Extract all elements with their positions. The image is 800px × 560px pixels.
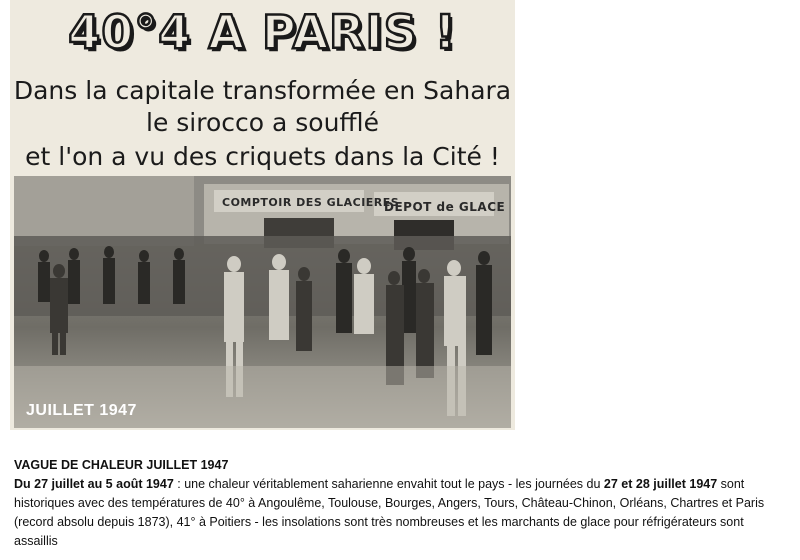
- subheadline-line-2: le sirocco a soufflé: [146, 108, 379, 137]
- article-caption: [14, 456, 784, 551]
- subheadline-line-1: Dans la capitale transformée en Sahara: [13, 76, 512, 105]
- photo-date-overlay: JUILLET 1947: [26, 402, 137, 419]
- glacieres-sign: COMPTOIR DES GLACIERES: [222, 196, 400, 209]
- caption-highlight-dates: 27 et 28 juillet 1947: [603, 477, 718, 491]
- depot-de-glace-sign: DEPOT de GLACE: [384, 200, 506, 214]
- caption-text-1: : une chaleur véritablement saharienne envahit tout le pays - les journées du: [173, 477, 604, 491]
- crowd-photo: [14, 176, 511, 428]
- headline: 40°4 A PARIS !: [68, 5, 457, 59]
- subheadline-line-3: et l'on a vu des criquets dans la Cité !: [25, 142, 500, 171]
- caption-date-range: Du 27 juillet au 5 août 1947: [14, 477, 174, 491]
- caption-title: VAGUE DE CHALEUR JUILLET 1947: [14, 458, 229, 472]
- newspaper-clipping: [10, 0, 515, 430]
- caption-text-2: sont historiques avec des températures de 40° à Angoulême, Toulouse, Bourges, Angers, Tours, Château-Chinon, Orléans, Chartres et Paris (record absolu depuis 1873), 41° à Poitiers - les insolations sont très nombreuses et les marchants de glace pour réfrigérateurs sont assaillis: [14, 477, 765, 548]
